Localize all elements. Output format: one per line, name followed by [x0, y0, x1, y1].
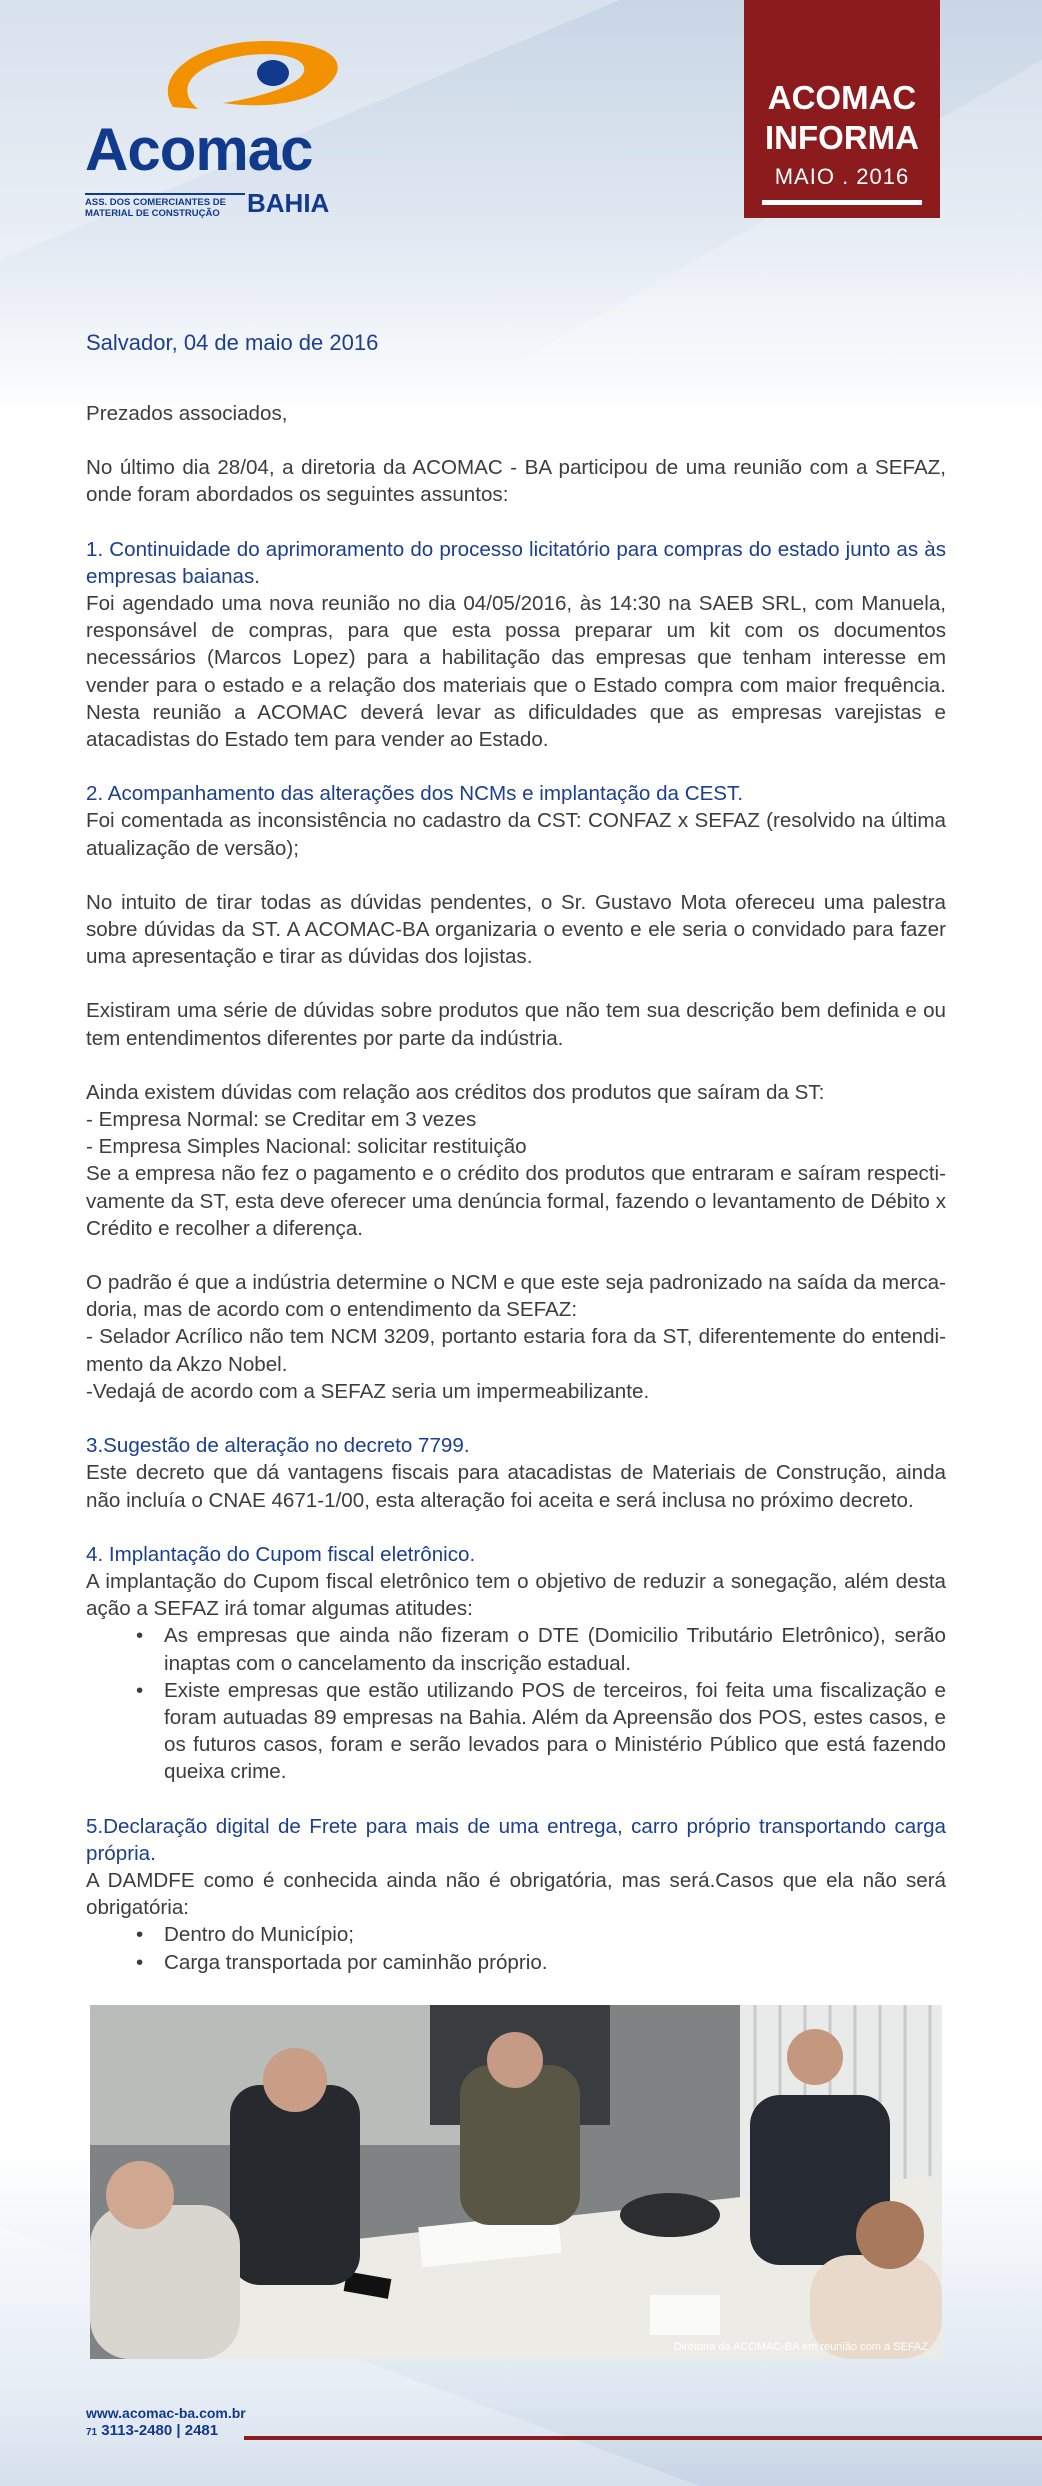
list-item: • Dentro do Município; — [86, 1921, 946, 1948]
section-2-credits-note: Se a empresa não fez o pagamento e o crédito dos produtos que entraram e saíram respecti-vamente da ST, esta deve oferecer uma denúncia formal, fazendo o levantamento de Débito x Crédito e recolher a diferença. — [86, 1162, 946, 1240]
footer-contact — [86, 2404, 246, 2442]
masthead-title-line1: ACOMAC — [767, 79, 917, 116]
section-4-body: A implantação do Cupom fiscal eletrônico tem o objetivo de reduzir a sonegação, além desta ação a SEFAZ irá tomar algumas atitudes: — [86, 1569, 946, 1621]
bullet-icon: • — [136, 1950, 144, 1974]
section-2-ncm-vedaja: -Vedajá de acordo com a SEFAZ seria um impermeabilizante. — [86, 1379, 650, 1403]
list-item: • Existe empresas que estão utilizando POS de terceiros, foi feita uma fiscalização e foram autuadas 89 empresas na Bahia. Além da Apreensão dos POS, estes casos, e os futuros casos, foram e serão levados para o Ministério Público que está fazendo queixa crime. — [136, 1678, 946, 1784]
section-4-heading: 4. Implantação do Cupom fiscal eletrônico. — [86, 1542, 476, 1566]
acomac-logo — [85, 35, 345, 220]
masthead-rule — [762, 200, 922, 205]
section-1-heading: 1. Continuidade do aprimoramento do processo licitatório para compras do estado junto as às empresas baianas. — [86, 537, 946, 588]
section-5-heading: 5.Declaração digital de Frete para mais de uma entrega, carro próprio transportando carga própria. — [86, 1814, 946, 1865]
section-5-body: A DAMDFE como é conhecida ainda não é obrigatória, mas será.Casos que ela não será obrigatória: — [86, 1868, 946, 1920]
masthead-date: MAIO . 2016 — [774, 164, 910, 189]
logo-subtitle: ASS. DOS COMERCIANTES DE MATERIAL DE CONSTRUÇÃO — [85, 193, 245, 219]
dateline: Salvador, 04 de maio de 2016 — [86, 330, 379, 355]
meeting-photo — [90, 2005, 942, 2359]
greeting: Prezados associados, — [86, 402, 288, 425]
logo-region: BAHIA — [247, 188, 330, 218]
section-2-credits-line: Ainda existem dúvidas com relação aos créditos dos produtos que saíram da ST: — [86, 1080, 825, 1104]
footer-website[interactable]: www.acomac-ba.com.br — [86, 2405, 246, 2421]
intro-paragraph: No último dia 28/04, a diretoria da ACOMAC - BA participou de uma reunião com a SEFAZ, onde foram abordados os seguintes assuntos: — [86, 456, 946, 507]
section-2-credits-simples: - Empresa Simples Nacional: solicitar restituição — [86, 1135, 527, 1159]
logo-swoosh-icon — [153, 37, 363, 117]
section-2-ncm-selador: - Selador Acrílico não tem NCM 3209, portanto estaria fora da ST, diferentemente do entendi-mento da Akzo Nobel. — [86, 1325, 946, 1376]
newsletter-masthead — [744, 0, 940, 218]
masthead-title-line2: INFORMA — [765, 119, 919, 156]
section-3-heading: 3.Sugestão de alteração no decreto 7799. — [86, 1434, 470, 1458]
section-2-paragraph-3: Existiram uma série de dúvidas sobre produtos que não tem sua descrição bem definida e ou tem entendimentos diferentes por parte da indústria. — [86, 999, 946, 1050]
section-2-paragraph-1: Foi comentada as inconsistência no cadastro da CST: CONFAZ x SEFAZ (resolvido na última atualização de versão); — [86, 809, 946, 860]
section-2-heading: 2. Acompanhamento das alterações dos NCMs e implantação da CEST. — [86, 782, 744, 806]
list-item: • Carga transportada por caminhão próprio. — [86, 1949, 946, 1976]
meeting-scene-illustration — [90, 2005, 942, 2359]
bullet-icon: • — [136, 1624, 144, 1648]
section-5-bullet-list — [86, 1921, 946, 1975]
letter-body — [86, 400, 946, 1976]
section-3-body: Este decreto que dá vantagens fiscais para atacadistas de Materiais de Construção, ainda não incluía o CNAE 4671-1/00, esta alteração foi aceita e será inclusa no próximo decreto. — [86, 1461, 946, 1512]
section-1-body: Foi agendado uma nova reunião no dia 04/05/2016, às 14:30 na SAEB SRL, com Manuela, responsável de compras, para que esta possa preparar um kit com os documentos necessários (Marcos Lopez) para a habilitação das empresas que tenham interesse em vender para o estado e a relação dos materiais que o Estado compra com maior frequência. Nesta reunião a ACOMAC deverá levar as dificuldades que as empresas varejistas e atacadistas do Estado tem para vender ao Estado. — [86, 592, 946, 752]
footer-phone — [86, 2422, 246, 2442]
section-2-paragraph-2: No intuito de tirar todas as dúvidas pendentes, o Sr. Gustavo Mota ofereceu uma palestra sobre dúvidas da ST. A ACOMAC-BA organizaria o evento e ele seria o convidado para fazer uma apresentação e tirar as dúvidas dos lojistas. — [86, 890, 946, 969]
logo-name: Acomac — [85, 116, 313, 183]
footer-phone-numbers: 3113-2480 | 2481 — [101, 2422, 219, 2439]
section-2-ncm-line: O padrão é que a indústria determine o NCM e que este seja padronizado na saída da merca-doria, mas de acordo com o entendimento da SEFAZ: — [86, 1271, 946, 1322]
footer-area-code: 71 — [86, 2427, 98, 2438]
bullet-icon: • — [136, 1678, 144, 1702]
section-2-credits-normal: - Empresa Normal: se Creditar em 3 vezes — [86, 1108, 477, 1132]
footer-divider — [244, 2436, 1042, 2440]
photo-caption: Diretoria da ACOMAC-BA em reunião com a SEFAZ — [673, 2341, 928, 2353]
bullet-icon: • — [136, 1923, 144, 1947]
section-4-bullet-list — [86, 1622, 946, 1785]
list-item: • As empresas que ainda não fizeram o DTE (Domicilio Tributário Eletrônico), serão inaptas com o cancelamento da inscrição estadual. — [136, 1624, 946, 1675]
